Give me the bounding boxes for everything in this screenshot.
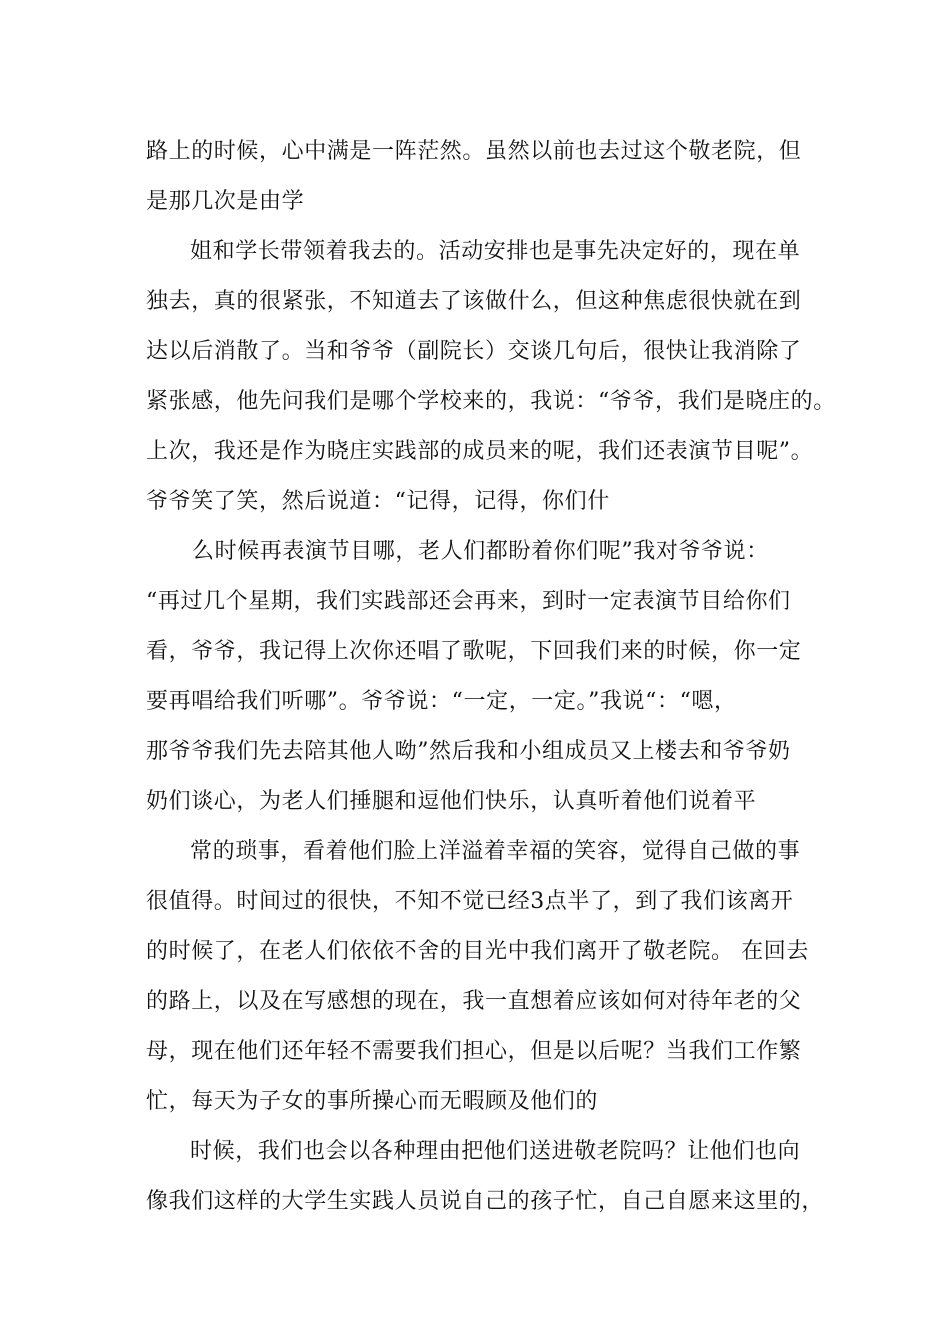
text-line: 路上的时候，心中满是一阵茫然。虽然以前也去过这个敬老院，但: [146, 139, 802, 164]
text-line: 是那几次是由学: [146, 189, 305, 214]
text-line: 姐和学长带领着我去的。活动安排也是事先决定好的，现在单: [190, 239, 801, 264]
text-line: 么时候再表演节目哪，老人们都盼着你们呢”我对爷爷说：: [192, 539, 769, 564]
text-line: 上次，我还是作为晓庄实践部的成员来的呢，我们还表演节目呢”。: [146, 439, 814, 464]
text-line: 看，爷爷，我记得上次你还唱了歌呢，下回我们来的时候，你一定: [146, 639, 802, 664]
text-line: 独去，真的很紧张，不知道去了该做什么，但这种焦虑很快就在到: [146, 289, 802, 314]
text-line: “再过几个星期，我们实践部还会再来，到时一定表演节目给你们: [146, 589, 791, 614]
text-line: 的时候了，在老人们依依不舍的目光中我们离开了敬老院。 在回去: [146, 939, 809, 964]
text-line: 紧张感，他先问我们是哪个学校来的，我说：“爷爷，我们是晓庄的。: [146, 389, 836, 414]
text-line: 要再唱给我们听哪”。爷爷说：“一定，一定。”我说“：“嗯，: [146, 689, 737, 714]
text-line: 常的琐事，看着他们脸上洋溢着幸福的笑容，觉得自己做的事: [190, 839, 801, 864]
text-line: 时候，我们也会以各种理由把他们送进敬老院吗？让他们也向: [190, 1139, 801, 1164]
text-line: 那爷爷我们先去陪其他人呦”然后我和小组成员又上楼去和爷爷奶: [146, 739, 791, 764]
text-line: 母，现在他们还年轻不需要我们担心，但是以后呢？当我们工作繁: [146, 1039, 802, 1064]
text-line: 忙，每天为子女的事所操心而无暇顾及他们的: [146, 1089, 599, 1114]
text-line: 爷爷笑了笑，然后说道：“记得，记得，你们什: [146, 489, 610, 514]
text-line: 的路上，以及在写感想的现在，我一直想着应该如何对待年老的父: [146, 989, 802, 1014]
text-line: 很值得。时间过的很快，不知不觉已经3点半了，到了我们该离开: [146, 889, 794, 914]
text-line: 奶们谈心，为老人们捶腿和逗他们快乐，认真听着他们说着平: [146, 789, 757, 814]
text-line: 达以后消散了。当和爷爷（副院长）交谈几句后，很快让我消除了: [146, 339, 802, 364]
text-line: 像我们这样的大学生实践人员说自己的孩子忙，自己自愿来这里的，: [146, 1189, 825, 1214]
